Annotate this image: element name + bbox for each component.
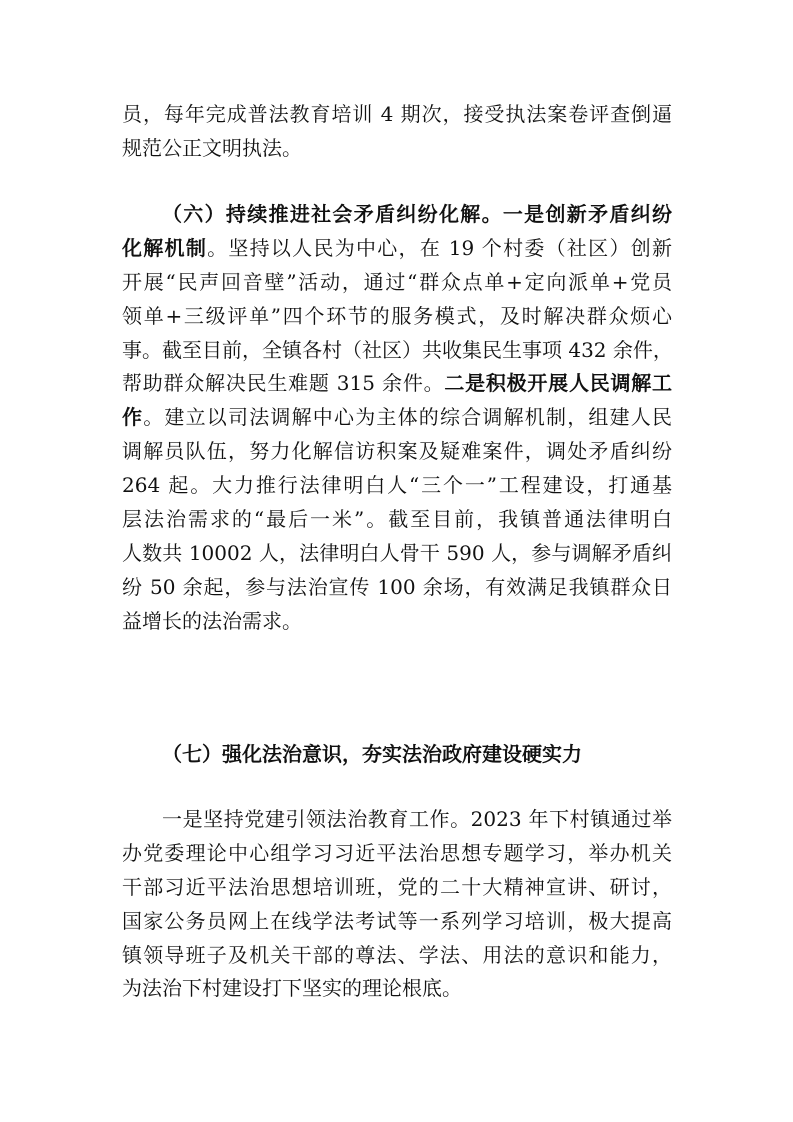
text-line xyxy=(122,132,672,166)
text-run: 纷 50 余起，参与法治宣传 100 余场，有效满足我镇群众日 xyxy=(122,574,672,599)
text-line xyxy=(122,469,672,503)
text-run: 干部习近平法治思想培训班，党的二十大精神宣讲、研讨， xyxy=(122,874,672,899)
text-run: 。坚持以人民为中心，在 19 个村委（社区）创新 xyxy=(207,235,672,260)
bold-text: 一是创新矛盾纠纷 xyxy=(502,202,673,226)
text-run: 人数共 10002 人，法律明白人骨干 590 人，参与调解矛盾纠 xyxy=(122,540,672,565)
text-run: 开展“民声回音壁”活动，通过“群众点单+定向派单+党员 xyxy=(122,269,672,294)
paragraph-continuation xyxy=(122,98,672,166)
text-line xyxy=(122,300,672,334)
bold-text: （七）强化法治意识，夯实法治政府建设硬实力 xyxy=(162,742,582,766)
section-seven-heading xyxy=(122,738,672,772)
text-run: 调解员队伍，努力化解信访积案及疑难案件，调处矛盾纠纷 xyxy=(122,439,672,464)
text-line xyxy=(122,837,672,871)
text-run: 领单+三级评单”四个环节的服务模式，及时解决群众烦心 xyxy=(122,303,672,328)
text-line xyxy=(122,605,672,639)
text-line xyxy=(122,571,672,605)
text-line xyxy=(122,334,672,368)
text-run: 员，每年完成普法教育培训 4 期次，接受执法案卷评查倒逼 xyxy=(122,102,672,126)
text-run: 益增长的法治需求。 xyxy=(122,608,302,633)
text-run: 镇领导班子及机关干部的尊法、学法、用法的意识和能力， xyxy=(122,942,672,967)
text-run: 帮助群众解决民生难题 315 余件。 xyxy=(122,371,445,396)
text-line xyxy=(122,266,672,300)
text-line xyxy=(122,905,672,939)
text-line xyxy=(122,98,672,132)
text-line xyxy=(122,198,672,232)
text-line xyxy=(122,367,672,401)
text-run: 办党委理论中心组学习习近平法治思想专题学习，举办机关 xyxy=(122,840,672,865)
text-run: 264 起。大力推行法律明白人“三个一”工程建设，打通基 xyxy=(122,473,672,498)
text-line xyxy=(122,939,672,973)
text-line xyxy=(122,972,672,1006)
bold-text: 二是积极开展人民调解工 xyxy=(444,371,673,396)
text-line xyxy=(122,503,672,537)
text-run: 国家公务员网上在线学法考试等一系列学习培训，极大提高 xyxy=(122,908,672,933)
text-run: 事。截至目前，全镇各村（社区）共收集民生事项 432 余件， xyxy=(122,337,673,362)
text-line xyxy=(122,871,672,905)
text-line xyxy=(122,401,672,435)
text-line xyxy=(122,803,672,837)
text-run: 层法治需求的“最后一米”。截至目前，我镇普通法律明白 xyxy=(122,507,672,532)
bold-text: 化解机制 xyxy=(122,235,208,260)
section-six-paragraph xyxy=(122,198,672,639)
text-line xyxy=(122,537,672,571)
bold-text: 作 xyxy=(122,405,144,430)
section-seven-paragraph xyxy=(122,803,672,1006)
text-run: 规范公正文明执法。 xyxy=(122,135,302,160)
text-line xyxy=(122,232,672,266)
text-line xyxy=(122,738,672,772)
bold-text: （六）持续推进社会矛盾纠纷化解。 xyxy=(162,202,503,226)
text-run: 为法治下村建设打下坚实的理论根底。 xyxy=(122,976,462,1001)
text-line xyxy=(122,435,672,469)
text-run: 。建立以司法调解中心为主体的综合调解机制，组建人民 xyxy=(143,405,673,430)
text-run: 一是坚持党建引领法治教育工作。2023 年下村镇通过举 xyxy=(162,807,672,831)
